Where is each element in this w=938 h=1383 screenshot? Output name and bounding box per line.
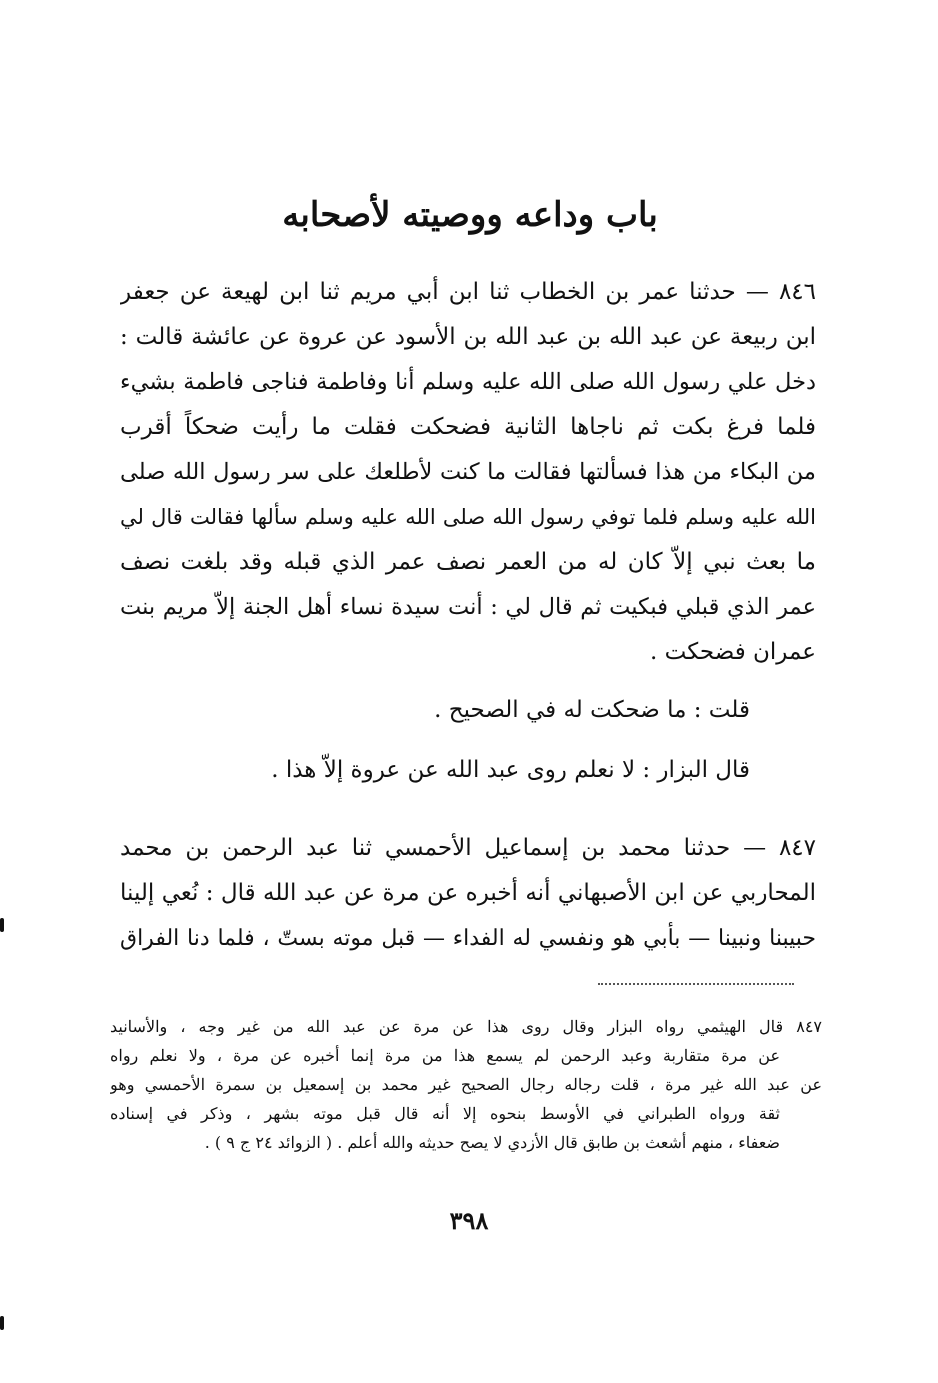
chapter-title: باب وداعه ووصيته لأصحابه (282, 195, 658, 235)
footnote-line: ضعفاء ، منهم أشعث بن طابق قال الأزدي لا يصح حديثه والله أعلم . ( الزوائد ٢٤ ج ٩ ) . (204, 1133, 780, 1152)
footnote-line: عن عبد الله غير مرة ، قلت رجاله رجال الصحيح غير محمد بن إسمعيل بن سمرة الأحمسي وهو (110, 1075, 822, 1094)
text-line: عمر الذي قبلي فبكيت ثم قال لي : أنت سيدة نساء أهل الجنة إلاّ مريم بنت (120, 594, 816, 620)
footnote-847 (110, 1012, 822, 1157)
footnote-line: ٨٤٧ قال الهيثمي رواه البزار وقال روى هذا عن مرة عن عبد الله من غير وجه ، والأسانيد (110, 1017, 822, 1036)
footnote-line: عن مرة متقاربة وعبد الرحمن لم يسمع هذا من مرة إنما أخبره عن مرة ، ولا نعلم رواه (110, 1046, 780, 1065)
comment-sahih: قلت : ما ضحكت له في الصحيح . (434, 697, 750, 723)
text-line: ابن ربيعة عن عبد الله بن عبد الله بن الأسود عن عروة عن عائشة قالت : (120, 324, 816, 350)
scan-edge-mark (0, 1316, 4, 1330)
page-number: ٣٩٨ (449, 1206, 489, 1235)
footnote-line: ثقة ورواه الطبراني في الأوسط بنحوه إلا أنه قال قبل موته بشهر ، وذكر في إسناده (110, 1104, 780, 1123)
text-line: المحاربي عن ابن الأصبهاني أنه أخبره عن مرة عن عبد الله قال : نُعي إلينا (120, 880, 816, 906)
comment-bazzar: قال البزار : لا نعلم روى عبد الله عن عروة إلاّ هذا . (271, 757, 750, 783)
hadith-846 (120, 270, 816, 675)
text-line: دخل علي رسول الله صلى الله عليه وسلم أنا وفاطمة فناجى فاطمة بشيء (120, 369, 816, 395)
footnote-separator (598, 983, 794, 985)
text-line: ما بعث نبي إلاّ كان له من العمر نصف عمر الذي قبله وقد بلغت نصف (120, 549, 816, 575)
text-line: فلما فرغ بكت ثم ناجاها الثانية فضحكت فقلت ما رأيت ضحكاً أقرب (120, 414, 816, 440)
text-line: الله عليه وسلم فلما توفي رسول الله صلى الله عليه وسلم سألها فقالت قال لي (120, 505, 816, 529)
text-line: من البكاء من هذا فسألتها فقالت ما كنت لأطلعك على سر رسول الله صلى (120, 459, 816, 485)
hadith-847 (120, 826, 816, 961)
text-line: ٨٤٦ — حدثنا عمر بن الخطاب ثنا ابن أبي مريم ثنا ابن لهيعة عن جعفر (120, 279, 816, 305)
text-line: حبيبنا ونبينا — بأبي هو ونفسي له الفداء — قبل موته بستّ ، فلما دنا الفراق (120, 926, 816, 951)
text-line: عمران فضحكت . (650, 639, 816, 665)
scan-edge-mark (0, 918, 4, 932)
text-line: ٨٤٧ — حدثنا محمد بن إسماعيل الأحمسي ثنا عبد الرحمن بن محمد (120, 835, 816, 861)
